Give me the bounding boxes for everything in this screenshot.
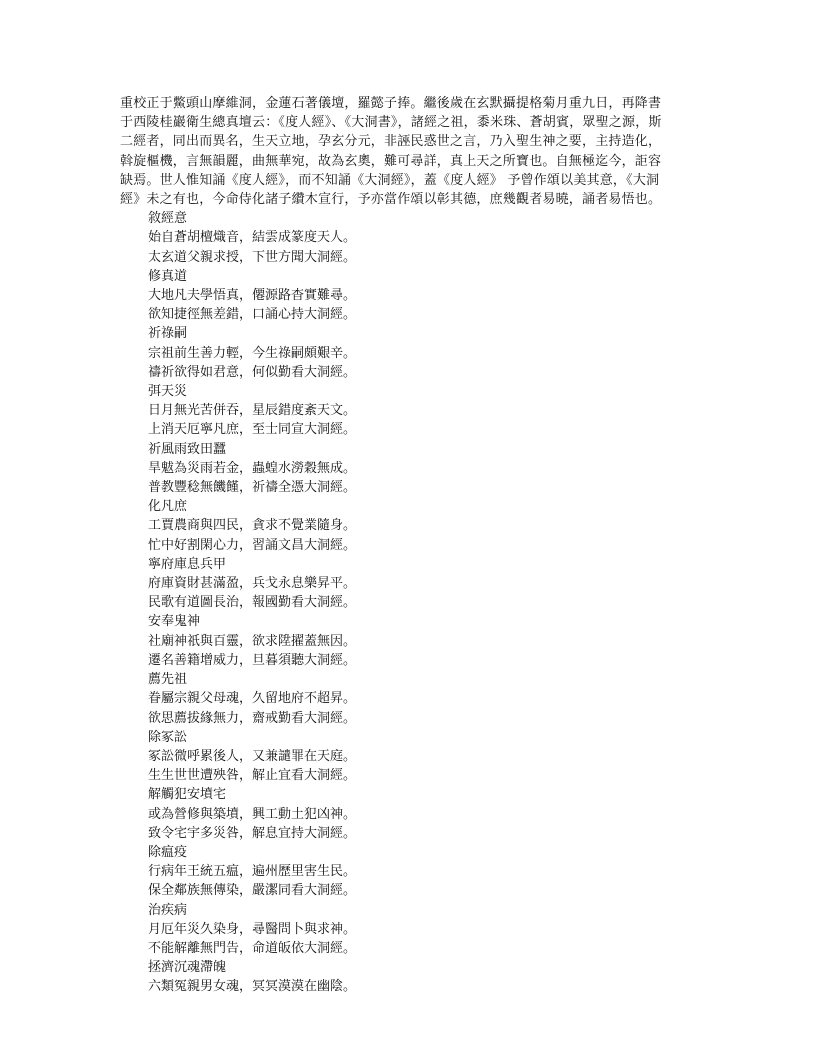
verse-line: 冢訟微呼累後人，又兼譴罪在天庭。 [148,748,357,764]
intro-line: 重校正于鱉頭山摩維洞，金蓮石著儀壇，羅懿子捧。繼後歲在玄默攝提格菊月重九日，再降書 [120,96,662,111]
verse-line: 社廟神祇與百靈，欲求陞擢蓋無因。 [148,633,357,649]
verse-line: 旱魃為災雨若金，蟲蝗水澇穀無成。 [148,460,357,476]
section-title: 除冢訟 [148,729,188,745]
verse-sections [120,209,700,996]
verse-line: 始自蒼胡檀熾音，結雲成篆度天人。 [148,230,357,246]
section-title: 祈祿嗣 [148,326,188,342]
verse-line: 忙中好割閑心力，習誦文昌大洞經。 [148,537,357,553]
section-title: 除瘟疫 [148,844,188,860]
verse-line: 欲知捷徑無差錯，口誦心持大洞經。 [148,307,357,323]
intro-paragraph [120,94,700,209]
section-title: 拯濟沉魂滯魄 [148,960,227,976]
section-title: 弭天災 [148,384,188,400]
verse-line: 日月無光苦併吞，星辰錯度紊天文。 [148,403,357,419]
verse-line: 保全鄰族無傳染，嚴潔同看大洞經。 [148,883,357,899]
verse-line: 工賈農商與四民，貪求不覺業隨身。 [148,518,357,534]
intro-line: 經》未之有也，今命侍化諸子纘木宣行，予亦當作頌以彰其德，庶幾觀者易曉，誦者易悟也。 [120,192,662,208]
verse-line: 不能解離無門告，命道皈依大洞經。 [148,940,357,956]
section-title: 寧府庫息兵甲 [148,556,227,572]
verse-line: 上消天厄寧凡庶，至士同宣大洞經。 [148,422,357,438]
verse-line: 生生世世遭殃咎，解止宜看大洞經。 [148,768,357,784]
intro-line: 二經者，同出而異名，生天立地，孕玄分元，非誣民惑世之言，乃入聖生神之要，主持造化， [120,134,662,150]
section-title: 修真道 [148,268,188,284]
verse-line: 府庫資財甚滿盈，兵戈永息樂昇平。 [148,576,357,592]
section-title: 安奉鬼神 [148,614,201,630]
section-title: 解觸犯安墳宅 [148,787,227,803]
verse-line: 六類冤親男女魂，冥冥漠漠在幽陰。 [148,979,357,995]
section-title: 化凡庶 [148,499,188,515]
verse-line: 遷名善籍增威力，旦暮須聽大洞經。 [148,652,357,668]
verse-line: 行病年王統五瘟，遍州歷里害生民。 [148,864,357,880]
section-title: 敘經意 [148,211,188,227]
verse-line: 欲思薦拔緣無力，齋戒勤看大洞經。 [148,710,357,726]
intro-line: 斡旋樞機，言無韻麗，曲無華宛，故為玄奧，難可尋詳，真上天之所寶也。自無極迄今，詎容 [120,153,662,169]
document-page [120,94,700,997]
section-title: 治疾病 [148,902,188,918]
intro-line: 缺焉。世人惟知誦《度人經》，而不知誦《大洞經》，蓋《度人經》 予曾作頌以美其意，《大洞 [120,172,660,188]
section-title: 薦先祖 [148,672,188,688]
verse-line: 宗祖前生善力輕，今生祿嗣頗艱辛。 [148,345,357,361]
verse-line: 月厄年災久染身，尋醫問卜與求神。 [148,921,357,937]
verse-line: 普教豐稔無饑饉，祈禱全憑大洞經。 [148,480,357,496]
intro-line: 于西陵桂巖衛生總真壇云：《度人經》、《大洞書》，諸經之祖，黍米珠、蒼胡賓，眾聖之源，斯 [120,115,662,131]
verse-line: 太玄道父親求授，下世方聞大洞經。 [148,249,357,265]
verse-line: 或為營修與築墳，興工動土犯凶神。 [148,806,357,822]
verse-line: 致令宅宇多災咎，解息宜持大洞經。 [148,825,357,841]
section-title: 祈風雨致田蠶 [148,441,227,457]
verse-line: 民歌有道圖長治，報國勤看大洞經。 [148,595,357,611]
verse-line: 大地凡夫學悟真，僊源路杳實難尋。 [148,288,357,304]
verse-line: 眷屬宗親父母魂，久留地府不超昇。 [148,691,357,707]
verse-line: 禱祈欲得如君意，何似勤看大洞經。 [148,364,357,380]
